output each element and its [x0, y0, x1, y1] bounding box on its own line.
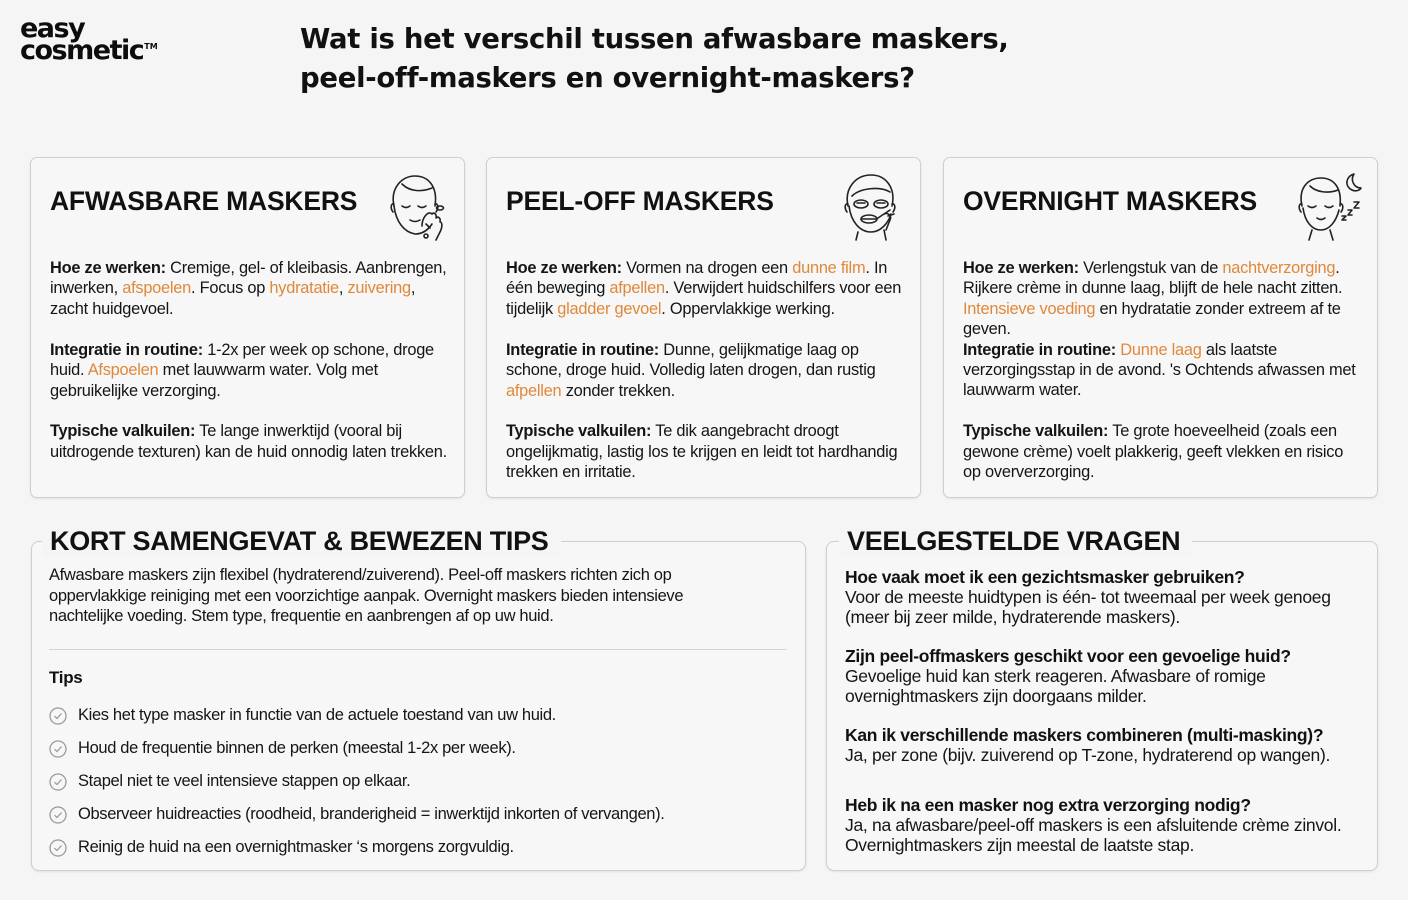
card-body — [506, 258, 908, 503]
card-body — [963, 258, 1365, 503]
tip-item — [49, 831, 664, 864]
card-body — [50, 258, 452, 483]
faq-question: Zijn peel-offmaskers geschikt voor een gevoelige huid? — [845, 646, 1291, 666]
text: Te grote hoeveelheid (zoals een gewone crème) voelt plakkerig, geeft vlekken en risico op oververzorging. — [963, 422, 1344, 482]
highlight: afspoelen — [122, 279, 192, 298]
pitfalls-label: Typische valkuilen: — [50, 422, 196, 441]
page-title-line-1: Wat is het verschil tussen afwasbare maskers, — [300, 23, 1009, 55]
check-circle-icon — [49, 740, 67, 758]
highlight: dunne film — [792, 259, 866, 277]
highlight: nachtverzorging — [1222, 259, 1336, 277]
logo-trademark: TM — [144, 42, 158, 52]
text: . Oppervlakkige werking. — [661, 299, 835, 318]
highlight: hydratatie — [269, 279, 339, 298]
how-label: Hoe ze werken: — [963, 259, 1079, 277]
text: . Rijkere crème in dunne laag, blijft de hele nacht zitten. — [963, 259, 1343, 298]
routine-integration — [506, 340, 908, 401]
tips-list — [49, 699, 664, 864]
text: Dunne, gelijkmatige laag op schone, droge huid. Volledig laten drogen, dan rustig — [506, 340, 876, 380]
card-overnight-maskers — [943, 157, 1378, 498]
typical-pitfalls — [506, 421, 908, 482]
check-circle-icon — [49, 773, 67, 791]
faq-item — [845, 567, 1363, 627]
tip-text: Reinig de huid na een overnightmasker ‘s morgens zorgvuldig. — [78, 838, 514, 856]
typical-pitfalls — [50, 421, 452, 462]
face-washing-icon — [382, 170, 448, 242]
tip-item — [49, 765, 664, 798]
faq-question: Kan ik verschillende maskers combineren (multi-masking)? — [845, 725, 1324, 745]
routine-label: Integratie in routine: — [963, 340, 1116, 359]
brand-logo[interactable] — [20, 13, 158, 67]
face-peel-off-mask-icon — [838, 170, 904, 242]
text: als laatste verzorgingsstap in de avond. 's Ochtends afwassen met lauwwarm water. — [963, 340, 1356, 400]
text: . Verwijdert huidschilfers voor een tijdelijk — [506, 279, 902, 318]
routine-integration — [963, 340, 1365, 401]
logo-line-1: easy — [20, 13, 85, 44]
pitfalls-label: Typische valkuilen: — [963, 422, 1109, 441]
faq-answer: Ja, per zone (bijv. zuiverend op T-zone, hydraterend op wangen). — [845, 745, 1331, 765]
card-title: AFWASBARE MASKERS — [50, 186, 358, 216]
text: Verlengstuk van de — [1078, 259, 1223, 277]
tip-item — [49, 732, 664, 765]
routine-integration — [50, 340, 452, 401]
check-circle-icon — [49, 707, 67, 725]
highlight: gladder gevoel — [557, 299, 662, 318]
card-peel-off-maskers — [486, 157, 921, 498]
text: Cremige, gel- of kleibasis. Aanbrengen, inwerken, — [50, 259, 447, 298]
highlight: afpellen — [506, 381, 562, 400]
divider — [49, 649, 786, 650]
highlight: afpellen — [609, 279, 665, 298]
tip-text: Kies het type masker in functie van de actuele toestand van uw huid. — [78, 706, 556, 724]
highlight: Intensieve voeding — [963, 299, 1096, 318]
check-circle-icon — [49, 806, 67, 824]
summary-title: KORT SAMENGEVAT & BEWEZEN TIPS — [42, 524, 561, 558]
highlight: Dunne laag — [1120, 340, 1202, 359]
face-sleeping-moon-icon — [1293, 170, 1365, 242]
tip-text: Stapel niet te veel intensieve stappen op elkaar. — [78, 772, 411, 790]
routine-label: Integratie in routine: — [506, 340, 659, 359]
faq-panel — [826, 526, 1378, 871]
faq-question: Heb ik na een masker nog extra verzorging nodig? — [845, 795, 1251, 815]
card-afwasbare-maskers — [30, 157, 465, 498]
highlight: zuivering — [347, 279, 411, 298]
faq-title: VEELGESTELDE VRAGEN — [839, 524, 1192, 558]
tip-item — [49, 798, 664, 831]
text: . In één beweging — [506, 259, 888, 298]
summary-text: Afwasbare maskers zijn flexibel (hydraterend/zuiverend). Peel-off maskers richten zich op oppervlakkige reiniging met een voorzichtige aanpak. Overnight maskers bieden intensieve nachtelijke voeding. Stem type, frequentie en aanbrengen af op uw huid. — [49, 566, 684, 625]
text: , — [338, 279, 348, 298]
faq-list — [845, 567, 1363, 855]
text: Te lange inwerktijd (vooral bij uitdrogende texturen) kan de huid onnodig laten trekken. — [50, 422, 447, 461]
card-title: PEEL-OFF MASKERS — [506, 186, 774, 216]
tip-text: Houd de frequentie binnen de perken (meestal 1-2x per week). — [78, 739, 516, 757]
tip-text: Observeer huidreacties (roodheid, branderigheid = inwerktijd inkorten of vervangen). — [78, 805, 665, 823]
text: en hydratatie zonder extreem af te geven. — [963, 299, 1341, 339]
page-title — [300, 20, 1009, 98]
tips-heading: Tips — [49, 668, 83, 687]
tip-item — [49, 699, 664, 732]
how-label: Hoe ze werken: — [506, 259, 622, 277]
faq-question: Hoe vaak moet ik een gezichtsmasker gebruiken? — [845, 567, 1245, 587]
how-it-works — [963, 258, 1365, 340]
faq-answer: Ja, na afwasbare/peel-off maskers is een afsluitende crème zinvol. Overnightmaskers zijn meestal de laatste stap. — [845, 815, 1342, 855]
faq-item — [845, 725, 1363, 765]
text: 1-2x per week op schone, droge huid. — [50, 340, 434, 380]
faq-item — [845, 646, 1363, 706]
text: Vormen na drogen een — [621, 259, 793, 277]
summary-tips-panel — [31, 526, 806, 871]
page-title-line-2: peel-off-maskers en overnight-maskers? — [300, 62, 915, 94]
text: zonder trekken. — [561, 381, 675, 400]
text: met lauwwarm water. Volg met gebruikelijke verzorging. — [50, 361, 378, 400]
text: Te dik aangebracht droogt ongelijkmatig, lastig los te krijgen en leidt tot hardhandig trekken en irritatie. — [506, 422, 898, 482]
logo-line-2: cosmetic — [20, 35, 144, 67]
text: , zacht huidgevoel. — [50, 279, 416, 318]
typical-pitfalls — [963, 421, 1365, 482]
highlight: Afspoelen — [87, 361, 159, 380]
how-it-works — [506, 258, 908, 319]
how-it-works — [50, 258, 452, 319]
faq-answer: Gevoelige huid kan sterk reageren. Afwasbare of romige overnightmaskers zijn doorgaans milder. — [845, 666, 1266, 706]
text: . Focus op — [191, 279, 270, 298]
pitfalls-label: Typische valkuilen: — [506, 422, 652, 441]
check-circle-icon — [49, 839, 67, 857]
faq-item — [845, 795, 1363, 855]
routine-label: Integratie in routine: — [50, 340, 203, 359]
faq-answer: Voor de meeste huidtypen is één- tot tweemaal per week genoeg (meer bij zeer milde, hydraterende maskers). — [845, 587, 1331, 627]
card-title: OVERNIGHT MASKERS — [963, 186, 1258, 216]
how-label: Hoe ze werken: — [50, 259, 166, 277]
